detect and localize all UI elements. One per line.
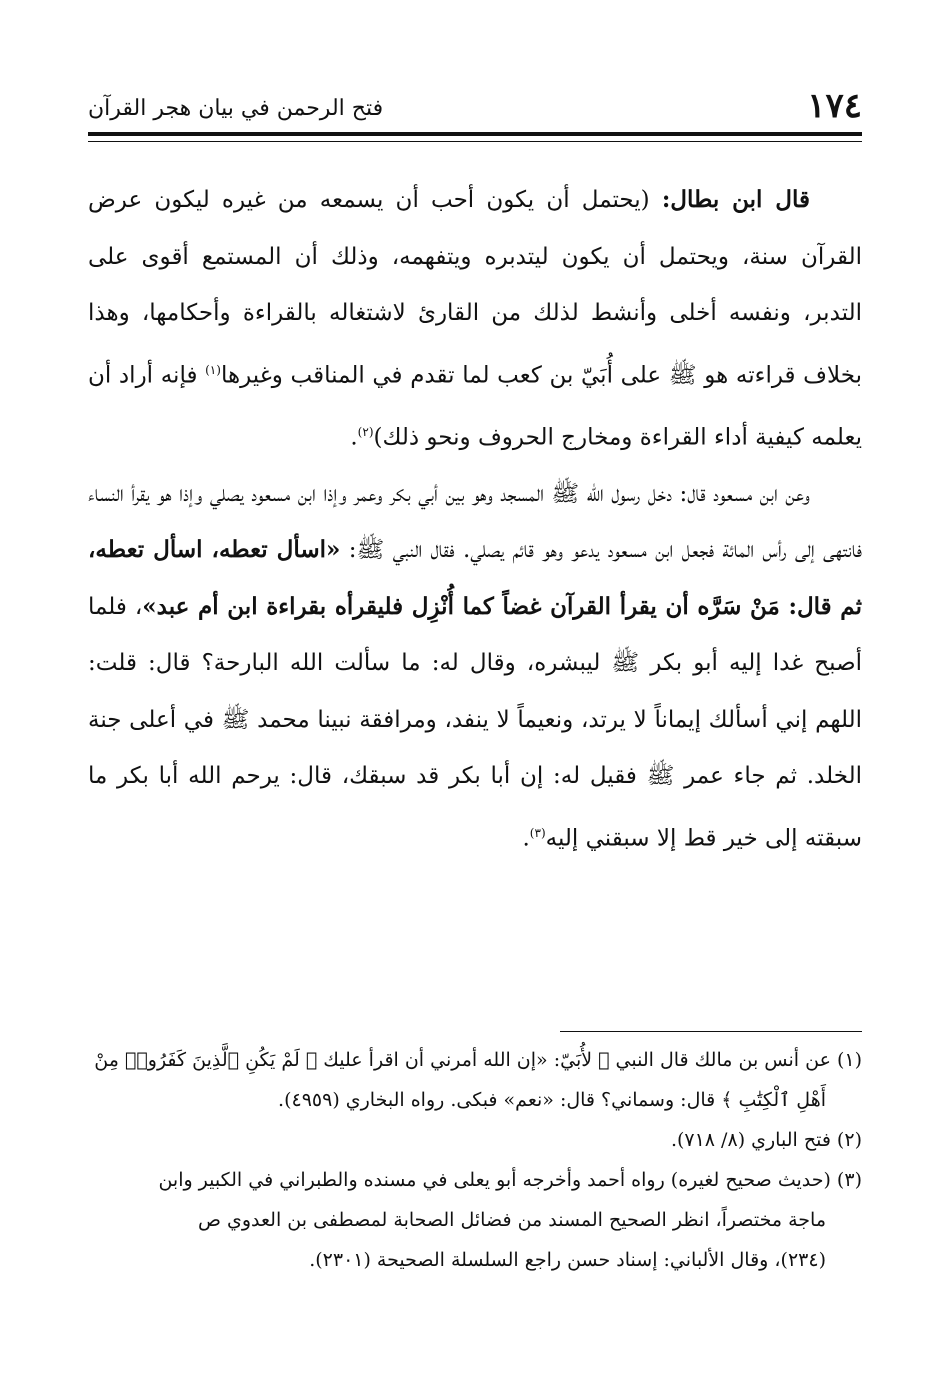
paragraph-lead: قال ابن بطال: (661, 186, 810, 213)
paragraph-ibn-battal (88, 172, 862, 466)
footnote-ref-2: (٢) (357, 424, 374, 439)
paragraph-ibn-masud (88, 466, 862, 867)
footnote-3-line-2: ماجة مختصراً، انظر الصحيح المسند من فضائل الصحابة لمصطفى بن العدوي ص (197, 1209, 826, 1231)
paragraph-text-cont: ، فلما أصبح غدا إليه أبو بكر ﷺ ليبشره، وقال له: ما سألت الله البارحة؟ قال: قلت: اللهم إني أسألك إيماناً لا يرتد، ونعيماً لا ينفد، ومرافقة نبينا محمد ﷺ في أعلى جنة الخلد. ثم جاء عمر ﷺ فقيل له: إن أبا بكر قد سبقك، قال: يرحم الله أبا بكر ما سبقته إلى خير قط إلا سبقني إليه (88, 593, 862, 852)
running-title: فتح الرحمن في بيان هجر القرآن (88, 96, 384, 121)
footnote-ref-3: (٣) (529, 825, 546, 840)
paragraph-text: وعن ابن مسعود قال: دخل رسول الله ﷺ المسجد وهو بين أبي بكر وعمر وإذا ابن مسعود يصلي وإذا هو يقرأ النساء فانتهى إلى رأس المائة فجعل ابن مسعود يدعو وهو قائم يصلي. فقال النبي ﷺ: (88, 480, 862, 564)
footnote-3-line-1: (٣) (حديث صحيح لغيره) رواه أحمد وأخرجه أبو يعلى في مسنده والطبراني في الكبير وابن (158, 1169, 862, 1191)
footnote-2: (٢) فتح الباري (٨/ ٧١٨). (670, 1129, 862, 1151)
footnote-1-line-2: أَهْلِ ٱلْكِتَٰبِ ﴾ قال: وسماني؟ قال: «نعم» فبكى. رواه البخاري (٤٩٥٩). (278, 1089, 826, 1111)
header-rule-thin (88, 141, 862, 142)
footnotes (88, 1040, 862, 1280)
paragraph-end: . (350, 424, 358, 451)
footnote-1-line-1: (١) عن أنس بن مالك قال النبي ﷺ لأُبَيّ: «إن الله أمرني أن اقرأ عليك ﴿ لَمْ يَكُنِ ٱلَّذِينَ كَفَرُوا۟ مِنْ (94, 1049, 862, 1071)
hadith-quote: «اسأل تعطه، اسأل تعطه، ثم قال: مَنْ سَرَّه أن يقرأ القرآن غضاً كما أُنْزِل فليقرأه بقراءة ابن أم عبد» (88, 536, 862, 620)
paragraph-end: . (522, 825, 530, 852)
paragraph-text: (يحتمل أن يكون أحب أن يسمعه من غيره ليكون عرض القرآن سنة، ويحتمل أن يكون ليتدبره ويتفهمه، وذلك أن المستمع أقوى على التدبر، ونفسه أخلى وأنشط لذلك من القارئ لاشتغاله بالقراءة وأحكامها، وهذا بخلاف قراءته هو ﷺ على أُبَيّ بن كعب لما تقدم في المناقب وغيرها (88, 187, 862, 389)
page-header (88, 82, 862, 126)
header-rule-thick (88, 132, 862, 136)
footnote-3-line-3: (٢٣٤)، وقال الألباني: إسناد حسن راجع السلسلة الصحيحة (٢٣٠١). (309, 1249, 826, 1271)
main-text (88, 172, 862, 867)
footnote-separator (560, 1031, 862, 1032)
page-number: ١٧٤ (807, 86, 862, 126)
footnote-ref-1: (١) (205, 362, 221, 377)
paragraph-text-cont: فإنه أراد أن يعلمه كيفية أداء القراءة ومخارج الحروف ونحو ذلك) (88, 362, 862, 451)
